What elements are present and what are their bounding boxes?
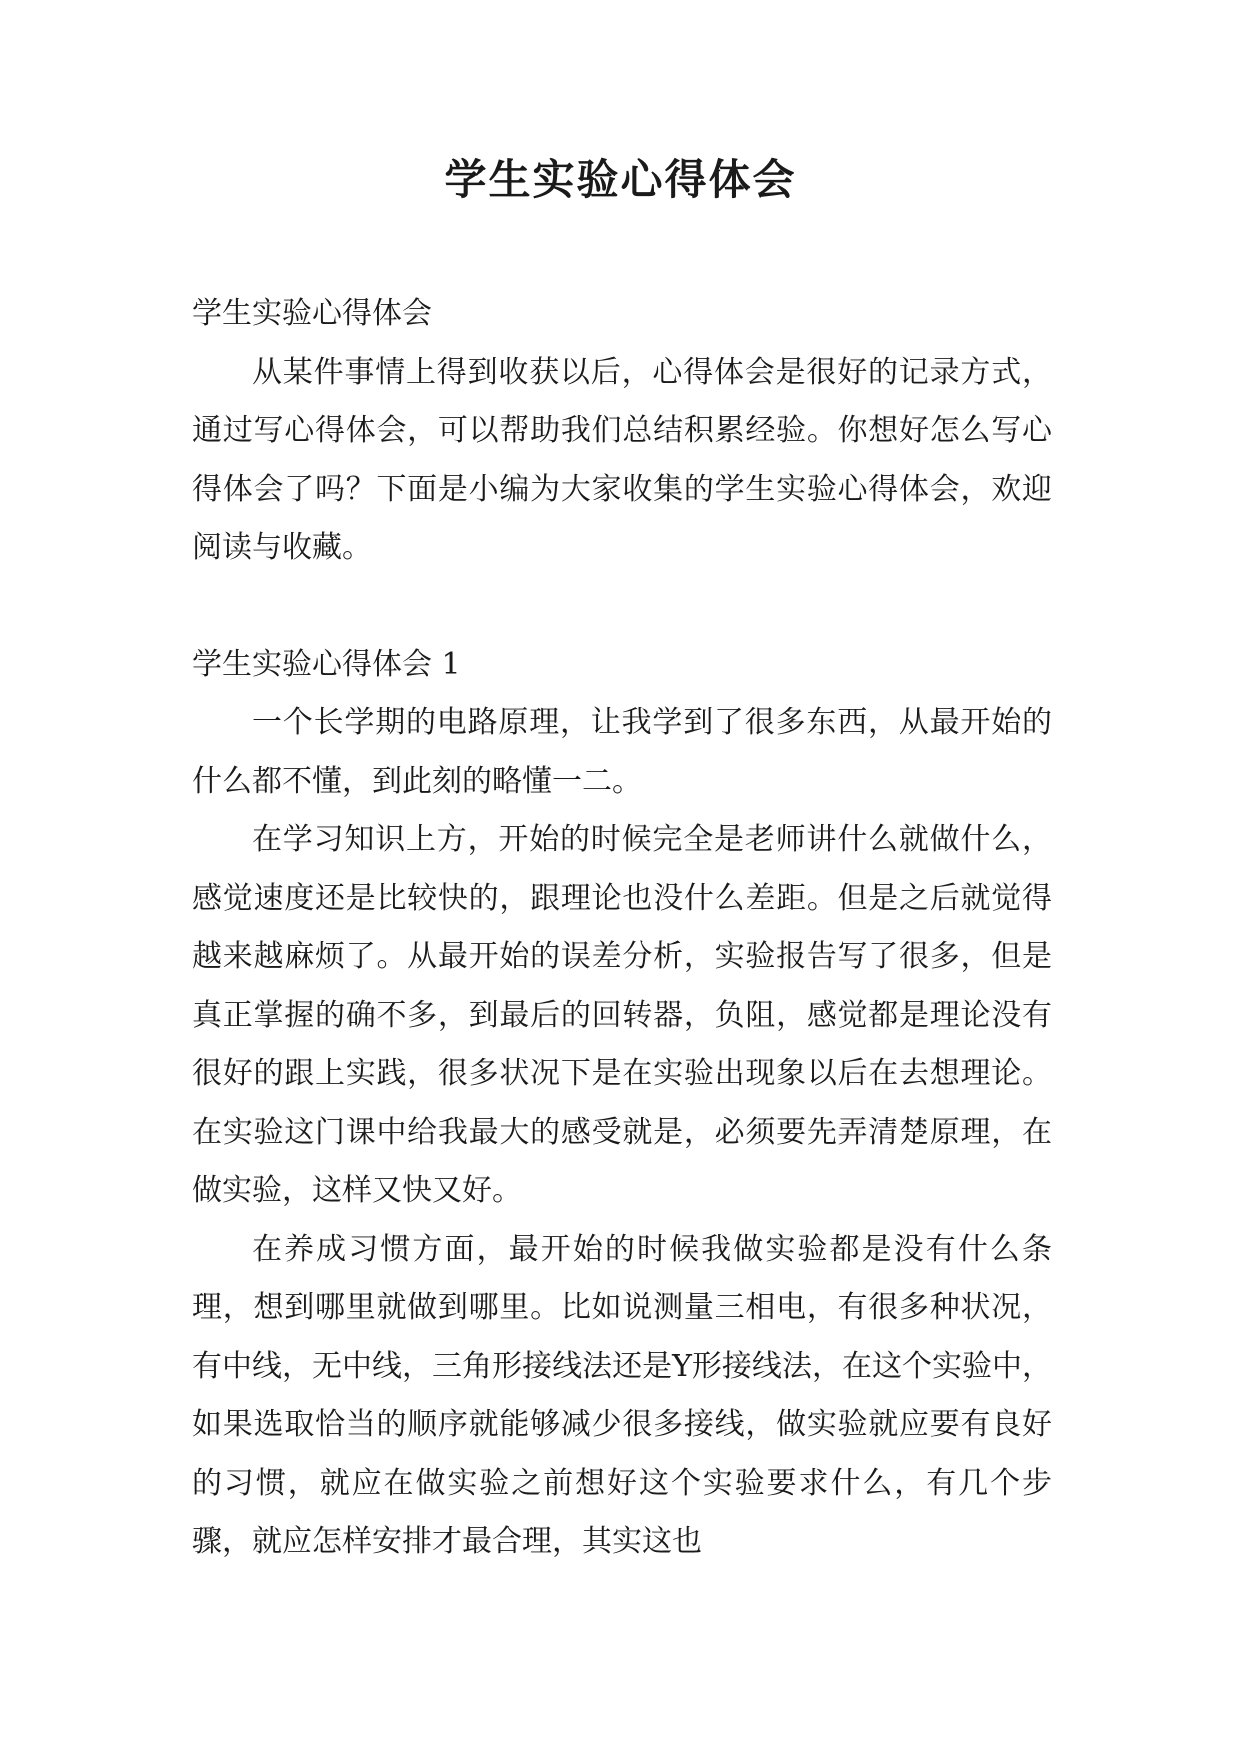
document-title: 学生实验心得体会 [444,155,797,204]
section-paragraph: 一个长学期的电路原理，让我学到了很多东西，从最开始的什么都不懂，到此刻的略懂一二。 [192,705,1052,799]
section-paragraph: 在学习知识上方，开始的时候完全是老师讲什么就做什么，感觉速度还是比较快的，跟理论也没什么差距。但是之后就觉得越来越麻烦了。从最开始的误差分析，实验报告写了很多，但是真正掌握的确不多，到最后的回转器，负阻，感觉都是理论没有很好的跟上实践，很多状况下是在实验出现象以后在去想理论。在实验这门课中给我最大的感受就是，必须要先弄清楚原理，在做实验，这样又快又好。 [192,822,1052,1208]
section-heading: 学生实验心得体会 1 [192,646,461,682]
section-paragraph: 在养成习惯方面，最开始的时候我做实验都是没有什么条理，想到哪里就做到哪里。比如说测量三相电，有很多种状况，有中线，无中线，三角形接线法还是Y形接线法，在这个实验中，如果选取恰当的顺序就能够减少很多接线，做实验就应要有良好的习惯，就应在做实验之前想好这个实验要求什么，有几个步骤，就应怎样安排才最合理，其实这也 [192,1231,1052,1559]
intro-heading: 学生实验心得体会 [192,296,432,331]
section-spacer [192,578,1052,636]
intro-paragraph: 从某件事情上得到收获以后，心得体会是很好的记录方式，通过写心得体会，可以帮助我们总结积累经验。你想好怎么写心得体会了吗？下面是小编为大家收集的学生实验心得体会，欢迎阅读与收藏。 [192,354,1052,565]
document-body [192,285,1052,1572]
